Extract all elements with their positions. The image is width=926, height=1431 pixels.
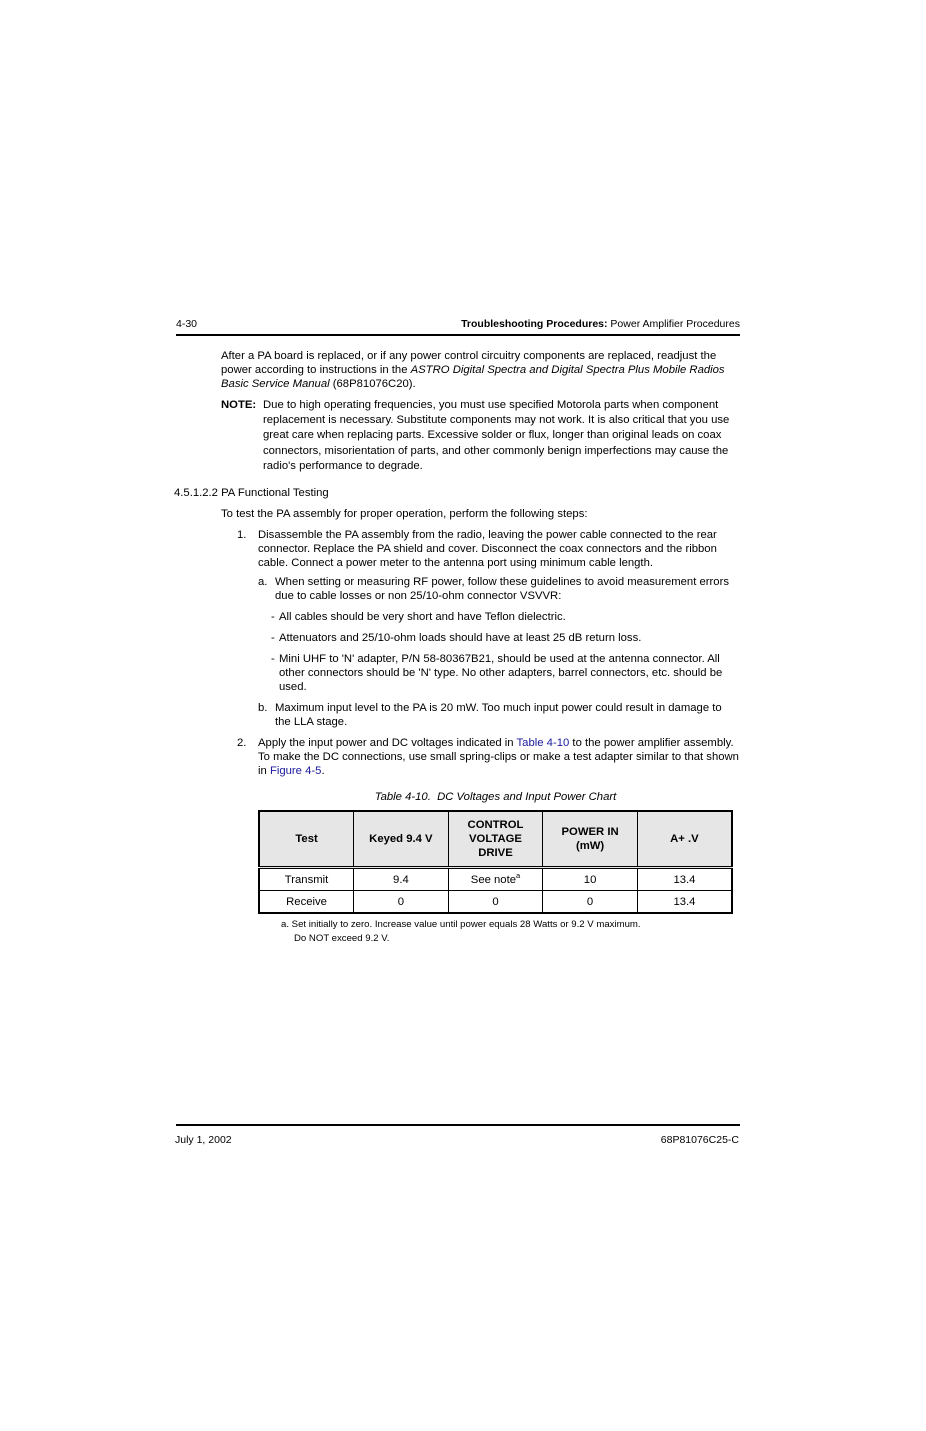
running-header [461, 317, 740, 331]
table-cell: Transmit [259, 868, 354, 891]
table-cell: 9.4 [354, 868, 449, 891]
step-2-text-part: to the power amplifier assembly. To make the DC connections, use small spring-clips or make a test adapter similar to that shown in [258, 737, 739, 777]
section-heading: 4.5.1.2.2 PA Functional Testing [174, 487, 329, 499]
step-1-number: 1. [237, 529, 247, 541]
note-text: Due to high operating frequencies, you must use specified Motorola parts when component replacement is necessary. Substitute components may not work. It is also critical that you use great care when replacing parts. Excessive solder or flux, longer than original leads on coax connectors, misorientation of parts, and other commonly benign imperfections may cause the radio's performance to degrade. [263, 399, 730, 472]
table-cell: 10 [543, 868, 638, 891]
step-1b-text: Maximum input level to the PA is 20 mW. Too much input power could result in damage to the LLA stage. [275, 702, 722, 728]
manual-title: ASTRO Digital Spectra and Digital Spectra Plus Mobile Radios Basic Service Manual [221, 364, 725, 390]
section-lead: To test the PA assembly for proper operation, perform the following steps: [221, 508, 588, 520]
step-1a-text: When setting or measuring RF power, follow these guidelines to avoid measurement errors due to cable losses or non 25/10-ohm connector VSVVR: [275, 576, 729, 602]
table-cell: 0 [448, 891, 543, 914]
table-row [259, 891, 732, 914]
step-2-text-end: . [321, 765, 325, 777]
step-1b-letter: b. [258, 702, 268, 714]
table-footnote-line-2: Do NOT exceed 9.2 V. [294, 933, 390, 944]
header-control-voltage: CONTROL VOLTAGE DRIVE [448, 811, 543, 868]
intro-text: After a PA board is replaced, or if any power control circuitry components are replaced, readjust the power according to instructions in the [221, 350, 717, 376]
guideline-1-dash: - [271, 611, 275, 623]
table-footnote-line-1: a. Set initially to zero. Increase value until power equals 28 Watts or 9.2 V maximum. [281, 919, 641, 930]
running-header-subsection: Power Amplifier Procedures [607, 318, 740, 330]
header-keyed: Keyed 9.4 V [354, 811, 449, 868]
footer-rule [176, 1124, 740, 1126]
figure-4-5-link[interactable]: Figure 4-5 [269, 765, 322, 777]
guideline-2-dash: - [271, 632, 275, 644]
intro-doc-ref: (68P81076C20). [329, 378, 416, 390]
note-label: NOTE: [221, 399, 257, 411]
see-note-text: See note [470, 873, 517, 886]
step-2-text-part: Apply the input power and DC voltages indicated in [258, 737, 517, 749]
footnote-marker: a [516, 870, 521, 880]
table-cell: 0 [543, 891, 638, 914]
intro-paragraph [221, 349, 741, 391]
table-cell: 0 [354, 891, 449, 914]
footer-date: July 1, 2002 [175, 1134, 232, 1146]
table-caption: Table 4-10. DC Voltages and Input Power Chart [374, 791, 617, 803]
dc-voltages-table [258, 810, 733, 914]
header-rule [176, 334, 740, 336]
table-cell: 13.4 [637, 891, 732, 914]
running-header-section: Troubleshooting Procedures: [461, 318, 608, 330]
step-1-text: Disassemble the PA assembly from the radio, leaving the power cable connected to the rear connector. Replace the PA shield and cover. Disconnect the coax connectors and the ribbon cable. Connect a power meter to the antenna port using minimum cable length. [258, 529, 717, 569]
page-number: 4-30 [176, 318, 198, 330]
header-power-in: POWER IN (mW) [543, 811, 638, 868]
header-test: Test [259, 811, 354, 868]
guideline-3-text: Mini UHF to 'N' adapter, P/N 58-80367B21, should be used at the antenna connector. All other connectors should be 'N' type. No other adapters, barrel connectors, etc. should be used. [279, 653, 723, 693]
header-a-plus: A+ .V [637, 811, 732, 868]
table-header-row [259, 811, 732, 868]
step-2-text [258, 736, 740, 778]
table-4-10-link[interactable]: Table 4-10 [516, 737, 570, 749]
step-2-number: 2. [237, 737, 247, 749]
table-cell [448, 868, 543, 891]
table-cell: 13.4 [637, 868, 732, 891]
guideline-1-text: All cables should be very short and have Teflon dielectric. [279, 611, 566, 623]
guideline-3-dash: - [271, 653, 275, 665]
table-row [259, 868, 732, 891]
step-1a-letter: a. [258, 576, 268, 588]
guideline-2-text: Attenuators and 25/10-ohm loads should have at least 25 dB return loss. [279, 632, 642, 644]
footer-doc-number: 68P81076C25-C [660, 1134, 739, 1146]
table-cell: Receive [259, 891, 354, 914]
